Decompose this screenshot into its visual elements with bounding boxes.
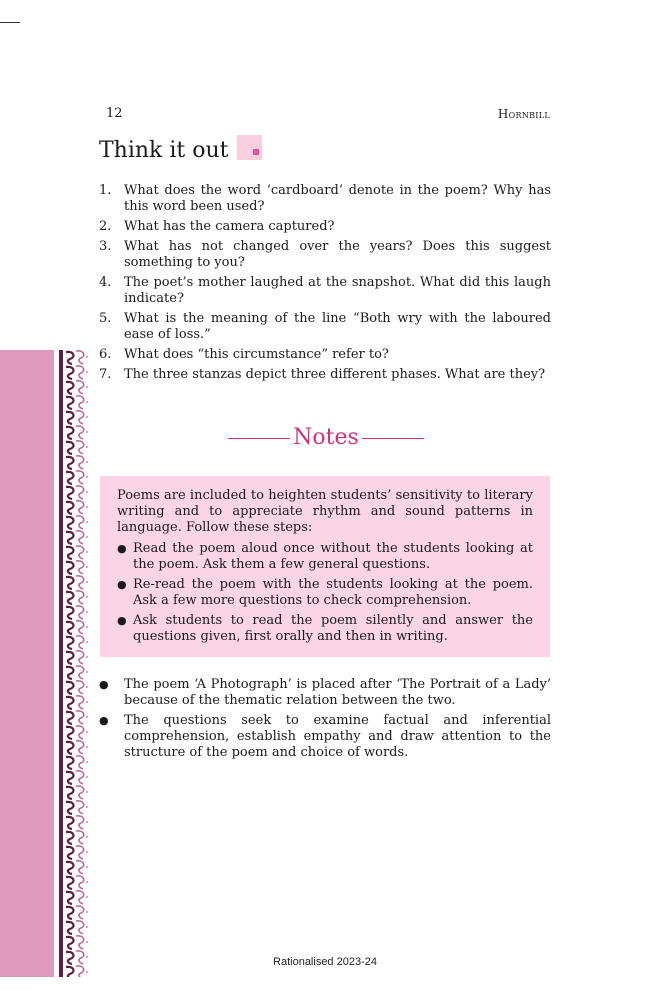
question-number: 2. — [99, 219, 112, 234]
teacher-note — [99, 713, 551, 761]
side-decorative-band — [0, 350, 54, 977]
crop-mark-top — [0, 22, 20, 23]
notes-box — [100, 476, 550, 657]
question-number: 6. — [99, 347, 112, 362]
question-text: What does the word ‘cardboard’ denote in the poem? Why has this word been used? — [124, 183, 551, 214]
bullet-icon: ● — [117, 542, 127, 555]
bullet-icon: ● — [117, 614, 127, 627]
side-ornamental-border — [54, 350, 90, 977]
question-number: 5. — [99, 311, 112, 326]
notes-intro: Poems are included to heighten students’ sensitivity to literary writing and to appreciate rhythm and sound patterns in language. Follow these steps: — [117, 488, 533, 535]
question-list — [99, 183, 551, 387]
question-text: What is the meaning of the line “Both wry with the laboured ease of loss.” — [124, 311, 551, 342]
question-text: What has not changed over the years? Does this suggest something to you? — [124, 239, 551, 270]
notes-step — [117, 577, 533, 609]
notes-heading — [228, 424, 424, 452]
question-item — [99, 219, 551, 235]
question-number: 1. — [99, 183, 112, 198]
notes-steps — [117, 541, 533, 645]
question-text: The three stanzas depict three different phases. What are they? — [124, 367, 546, 382]
question-text: What has the camera captured? — [124, 219, 335, 234]
notes-step — [117, 613, 533, 645]
teacher-note-text: The questions seek to examine factual and inferential comprehension, establish empathy and draw attention to the structure of the poem and choice of words. — [124, 713, 551, 760]
bullet-icon: ● — [117, 578, 127, 591]
section-title: Think it out — [99, 138, 229, 163]
teacher-note-text: The poem ‘A Photograph’ is placed after ‘The Portrait of a Lady’ because of the thematic relation between the two. — [124, 677, 551, 708]
notes-rule-left — [228, 438, 290, 439]
teacher-note — [99, 677, 551, 709]
title-decoration-square — [237, 135, 262, 160]
question-number: 7. — [99, 367, 112, 382]
question-item — [99, 183, 551, 215]
bullet-icon: ● — [99, 714, 109, 727]
question-text: What does “this circumstance” refer to? — [124, 347, 389, 362]
notes-step-text: Re-read the poem with the students looking at the poem. Ask a few more questions to check comprehension. — [133, 577, 533, 608]
question-item — [99, 367, 551, 383]
bullet-icon: ● — [99, 678, 109, 691]
teacher-notes-list — [99, 677, 551, 765]
footer-note: Rationalised 2023-24 — [273, 956, 377, 968]
page-number: 12 — [106, 106, 123, 121]
question-item — [99, 311, 551, 343]
notes-step — [117, 541, 533, 573]
question-item — [99, 239, 551, 271]
question-number: 3. — [99, 239, 112, 254]
notes-step-text: Ask students to read the poem silently and answer the questions given, first orally and then in writing. — [133, 613, 533, 644]
question-number: 4. — [99, 275, 112, 290]
notes-heading-label: Notes — [293, 425, 359, 450]
question-item — [99, 275, 551, 307]
question-item — [99, 347, 551, 363]
notes-step-text: Read the poem aloud once without the students looking at the poem. Ask them a few general questions. — [133, 541, 533, 572]
question-text: The poet’s mother laughed at the snapshot. What did this laugh indicate? — [124, 275, 551, 306]
notes-rule-right — [362, 438, 424, 439]
running-head: Hornbill — [497, 107, 550, 121]
